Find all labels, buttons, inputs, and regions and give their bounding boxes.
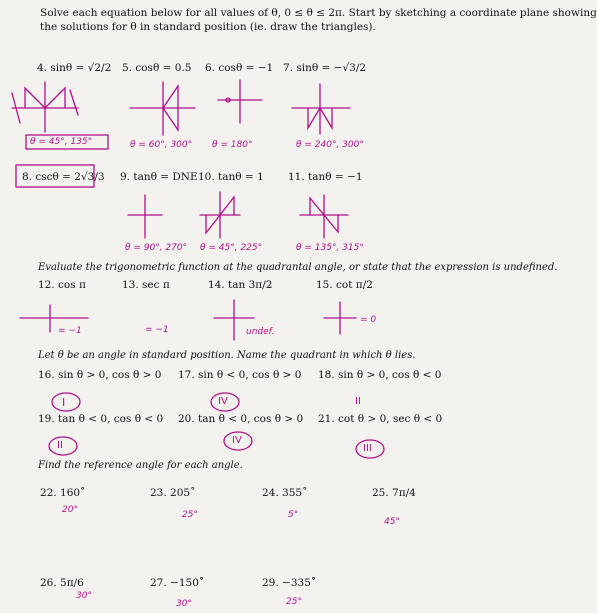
problem-15: 15. cot π/2 [316,279,373,291]
section-quadrant-title: Let θ be an angle in standard position. Name the quadrant in which θ lies. [38,350,416,361]
answer-7: θ = 240°, 300° [296,140,364,150]
answer-4: θ = 45°, 135° [30,137,93,147]
problem-19: 19. tan θ < 0, cos θ < 0 [38,413,164,425]
sketch-12 [20,305,88,332]
answer-22: 20° [62,505,78,515]
problem-16: 16. sin θ > 0, cos θ > 0 [38,369,162,381]
section-quadrantal-title: Evaluate the trigonometric function at the quadrantal angle, or state that the expression is undefined. [38,262,558,273]
quadrant-20: IV [232,435,242,446]
answer-10: θ = 45°, 225° [200,243,263,253]
sketch-10 [200,192,240,238]
problem-20: 20. tan θ < 0, cos θ > 0 [178,413,304,425]
quadrant-21: III [363,443,372,454]
quadrant-17: IV [218,396,228,407]
sketch-15 [324,302,356,334]
problem-25: 25. 7π/4 [372,487,416,499]
quadrant-19: II [57,440,63,451]
problem-4: 4. sinθ = √2/2 [37,62,112,74]
sketch-7 [292,84,350,134]
problem-5: 5. cosθ = 0.5 [122,62,192,74]
problem-23: 23. 205˚ [150,487,196,499]
problem-14: 14. tan 3π/2 [208,279,273,291]
circle-17 [211,393,239,411]
section-reference-title: Find the reference angle for each angle. [38,460,243,471]
problem-10: 10. tanθ = 1 [198,171,264,183]
circle-21 [356,440,384,458]
answer-9: θ = 90°, 270° [125,243,188,253]
instructions-line1: Solve each equation below for all values of θ, 0 ≤ θ ≤ 2π. Start by sketching a coordinate plane showing [40,7,597,19]
instructions-line2: the solutions for θ in standard position (ie. draw the triangles). [40,21,376,33]
problem-21: 21. cot θ > 0, sec θ < 0 [318,413,443,425]
sketch-14 [214,300,254,340]
sketch-5 [130,82,195,135]
problem-6: 6. cosθ = −1 [205,62,274,74]
answer-6: θ = 180° [212,140,253,150]
sketch-11 [300,195,348,238]
problem-22: 22. 160˚ [40,487,86,499]
answer-11: θ = 135°, 315° [296,243,364,253]
problem-24: 24. 355˚ [262,487,308,499]
circle-16 [52,393,80,411]
answer-12: = −1 [58,326,82,336]
answer-26: 30° [76,591,92,601]
answer-29: 25° [286,597,302,607]
answer-27: 30° [176,599,192,609]
sketch-9 [128,195,162,238]
problem-8: 8. cscθ = 2√3/3 [22,171,105,183]
sketch-6 [218,80,262,123]
problem-26: 26. 5π/6 [40,577,84,589]
quadrant-18: II [355,396,361,407]
problem-12: 12. cos π [38,279,86,291]
problem-29: 29. −335˚ [262,577,317,589]
circle-19 [49,437,77,455]
circle-20 [224,432,252,450]
problem-18: 18. sin θ > 0, cos θ < 0 [318,369,442,381]
answer-23: 25° [182,510,198,520]
box-8 [16,165,94,187]
box-4 [26,135,108,149]
problem-9: 9. tanθ = DNE [120,171,198,183]
problem-7: 7. sinθ = −√3/2 [283,62,367,74]
problem-27: 27. −150˚ [150,577,205,589]
answer-14: undef. [246,327,275,337]
answer-25: 45° [384,517,400,527]
sketch-4 [12,82,78,132]
quadrant-16: I [62,396,66,409]
problem-13: 13. sec π [122,279,170,291]
answer-24: 5° [288,510,299,520]
answer-15: = 0 [360,315,377,325]
answer-5: θ = 60°, 300° [130,140,193,150]
problem-17: 17. sin θ < 0, cos θ > 0 [178,369,302,381]
problem-11: 11. tanθ = −1 [288,171,363,183]
answer-13: = −1 [145,325,169,335]
